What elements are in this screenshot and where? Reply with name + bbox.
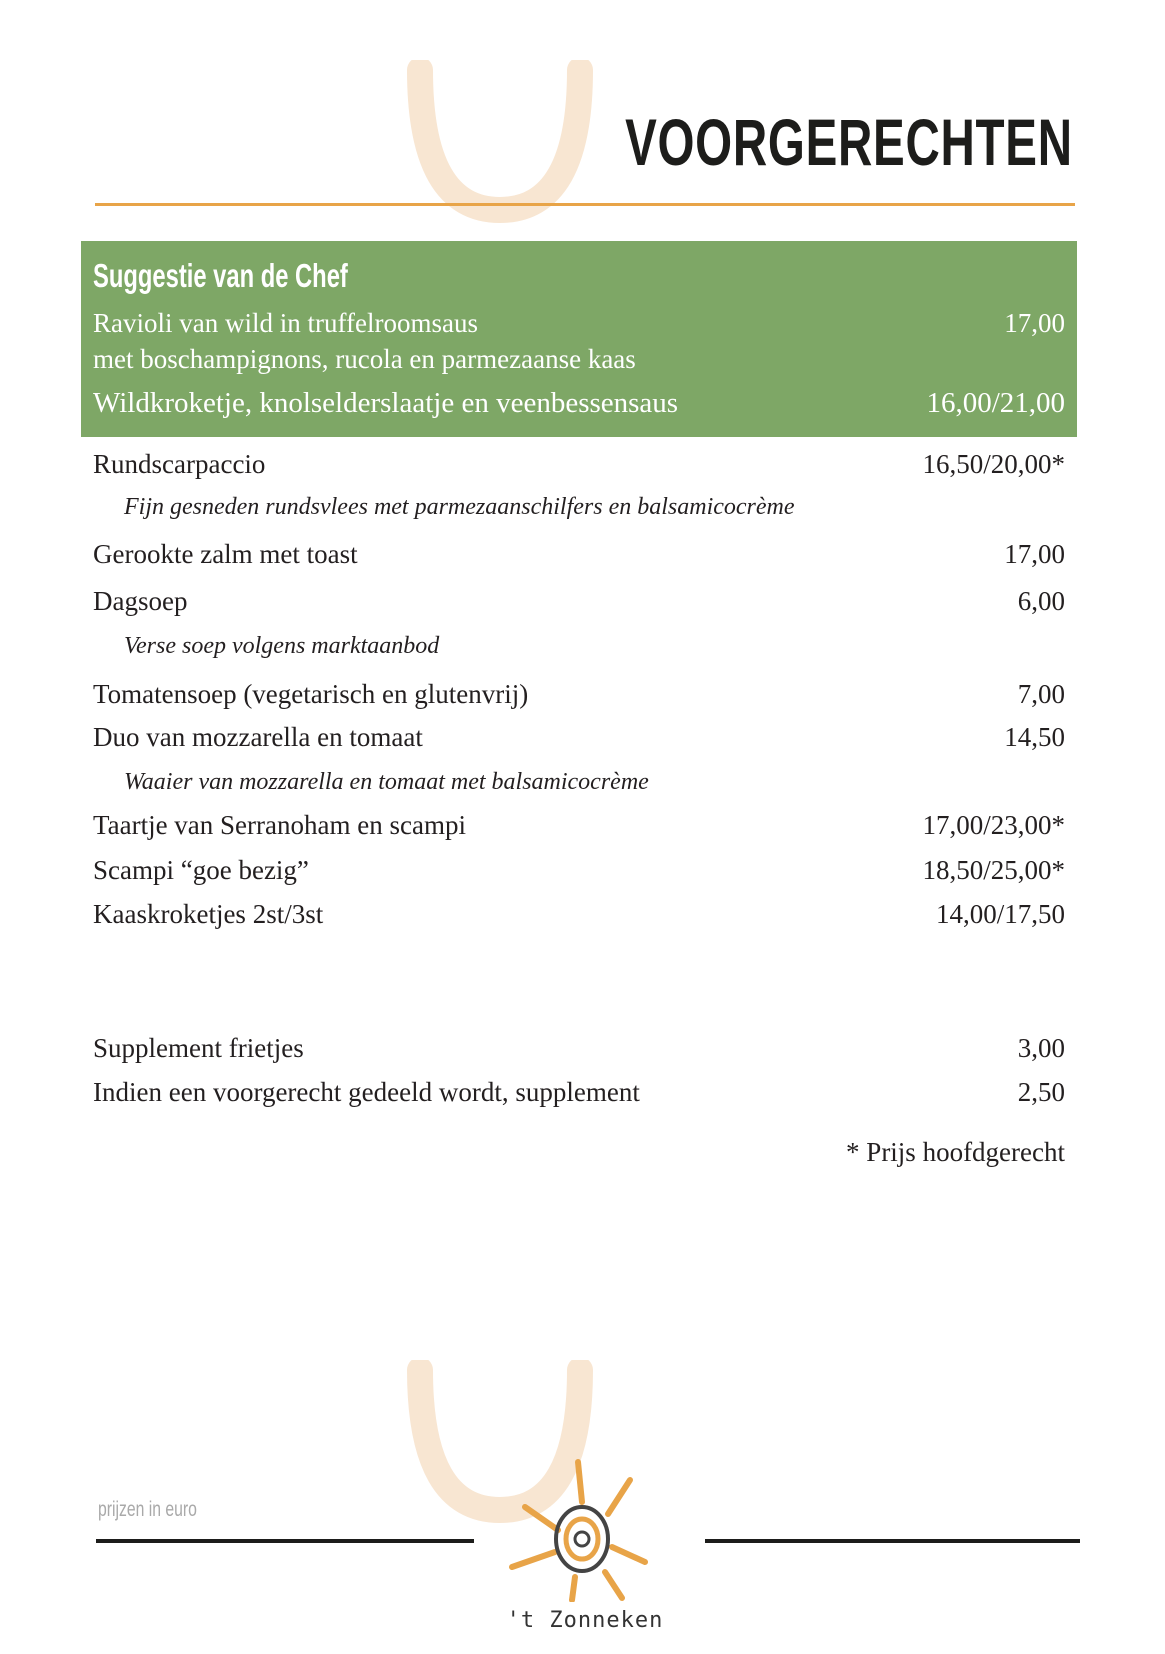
menu-item <box>93 679 1065 710</box>
item-price: 7,00 <box>1017 679 1065 709</box>
item-price: 2,50 <box>1017 1077 1065 1107</box>
item-name: Wildkroketje, knolselderslaatje en veenbessensaus <box>93 387 679 419</box>
item-price: 17,00 <box>1004 539 1065 569</box>
footer-line-right <box>705 1539 1080 1543</box>
item-name: Duo van mozzarella en tomaat <box>93 722 423 752</box>
item-price: 6,00 <box>1017 586 1065 616</box>
sun-icon <box>500 1452 670 1602</box>
page-title: VOORGERECHTEN <box>625 105 1073 179</box>
logo-text: 't Zonneken <box>506 1608 664 1633</box>
item-name: Dagsoep <box>93 586 188 616</box>
menu-item <box>93 539 1065 570</box>
item-description: Fijn gesneden rundsvlees met parmezaanschilfers en balsamicocrème <box>124 494 795 520</box>
menu-item <box>93 387 1065 420</box>
item-name: Tomatensoep (vegetarisch en glutenvrij) <box>93 679 529 709</box>
item-name: Kaaskroketjes 2st/3st <box>93 899 324 929</box>
menu-item <box>93 449 1065 480</box>
item-name: Rundscarpaccio <box>93 449 266 479</box>
price-note: * Prijs hoofdgerecht <box>846 1137 1065 1167</box>
supplement-item <box>93 1033 1065 1064</box>
menu-item <box>93 722 1065 753</box>
footer-line-left <box>96 1539 474 1543</box>
item-price: 16,00/21,00 <box>926 387 1065 419</box>
item-name: Gerookte zalm met toast <box>93 539 358 569</box>
watermark-shape <box>400 60 600 240</box>
item-name: Indien een voorgerecht gedeeld wordt, supplement <box>93 1077 640 1107</box>
item-price: 14,00/17,50 <box>935 899 1065 929</box>
item-sub: met boschampignons, rucola en parmezaanse kaas <box>93 344 636 374</box>
menu-item-sub <box>93 344 1065 375</box>
supplement-item <box>93 1077 1065 1108</box>
menu-item <box>93 308 1065 339</box>
item-price: 17,00/23,00* <box>922 810 1065 840</box>
item-name: Ravioli van wild in truffelroomsaus <box>93 308 478 338</box>
prices-in-euro: prijzen in euro <box>98 1498 197 1521</box>
menu-item <box>93 810 1065 841</box>
item-name: Scampi “goe bezig” <box>93 855 309 885</box>
item-price: 14,50 <box>1004 722 1065 752</box>
item-name: Taartje van Serranoham en scampi <box>93 810 466 840</box>
item-price: 16,50/20,00* <box>922 449 1065 479</box>
chef-suggestion-box <box>81 241 1077 437</box>
item-price: 18,50/25,00* <box>922 855 1065 885</box>
item-description: Verse soep volgens marktaanbod <box>124 633 440 659</box>
chef-heading: Suggestie van de Chef <box>93 257 348 294</box>
title-divider <box>95 203 1075 206</box>
item-price: 3,00 <box>1017 1033 1065 1063</box>
zonneken-logo <box>500 1452 670 1642</box>
item-description: Waaier van mozzarella en tomaat met balsamicocrème <box>124 769 649 795</box>
item-price: 17,00 <box>1004 308 1065 338</box>
menu-item <box>93 586 1065 617</box>
item-name: Supplement frietjes <box>93 1033 304 1063</box>
menu-item <box>93 899 1065 930</box>
menu-item <box>93 855 1065 886</box>
